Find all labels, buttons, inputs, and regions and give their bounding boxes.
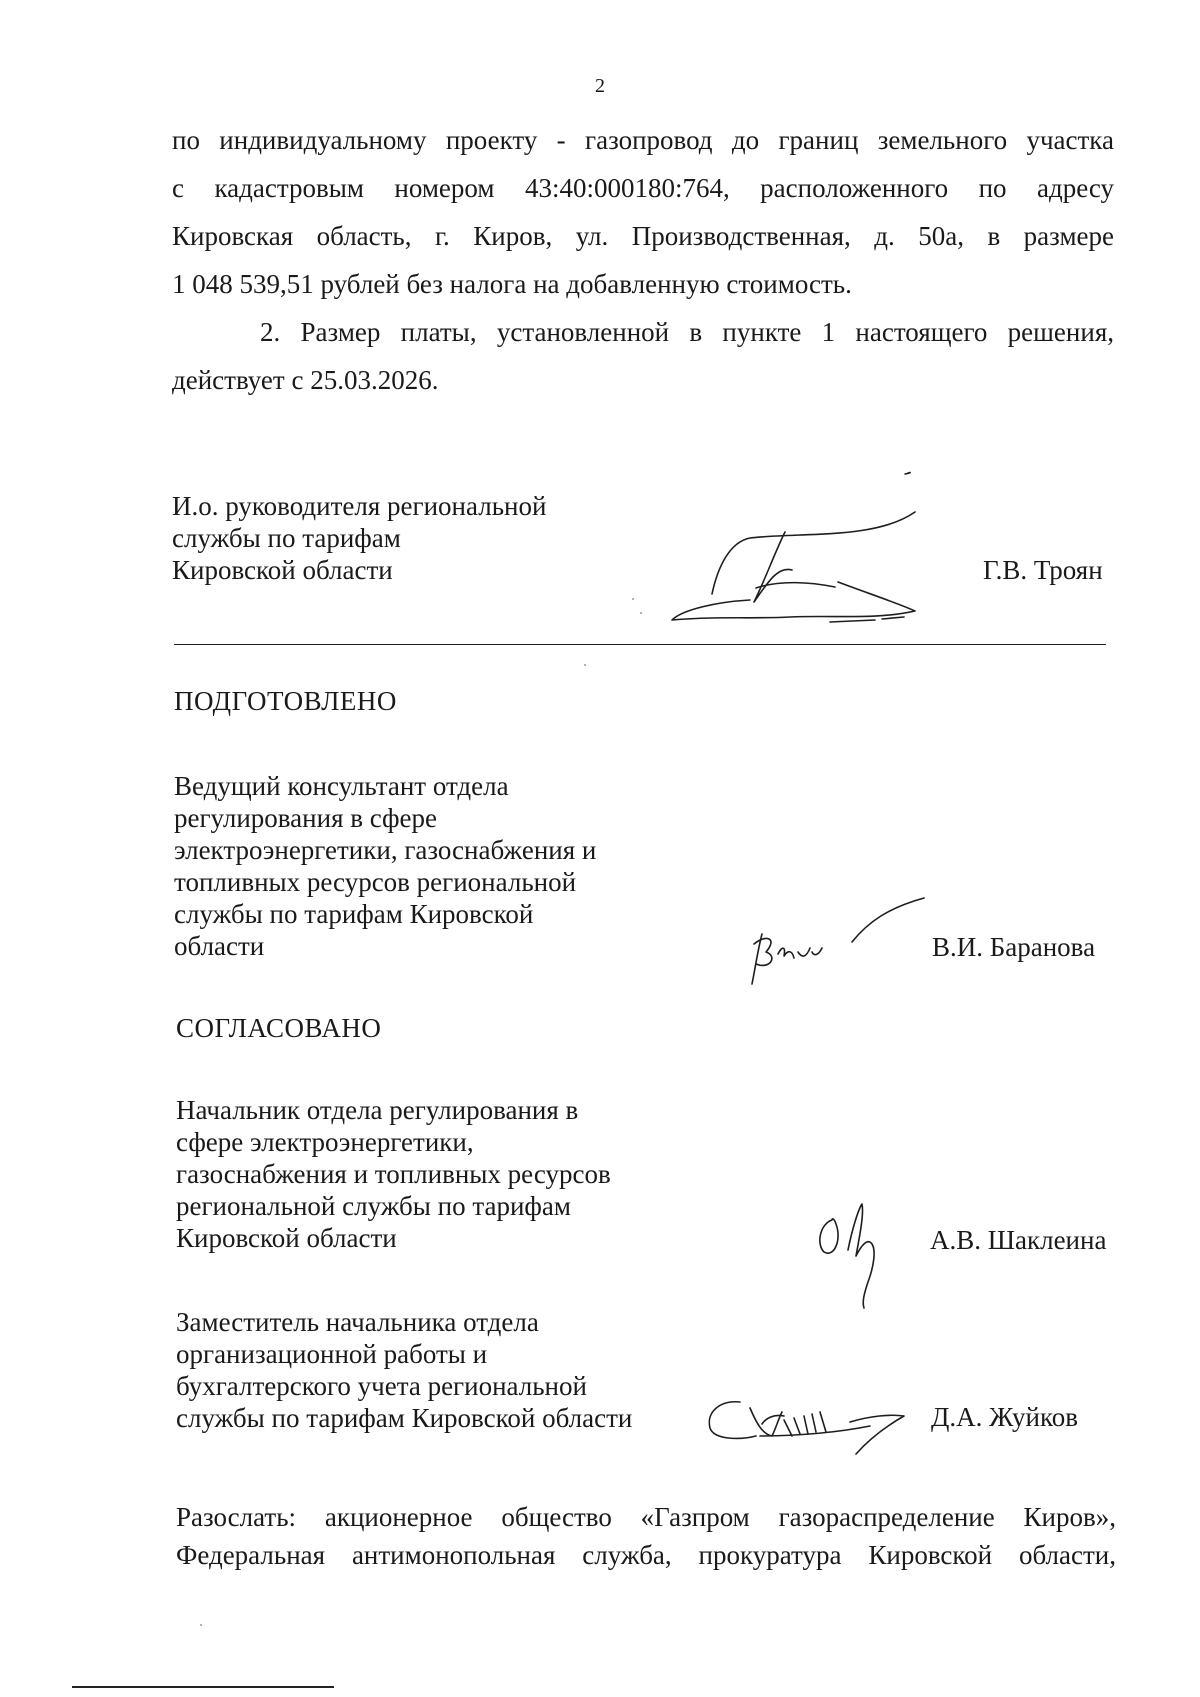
prepared-position <box>174 770 596 962</box>
scan-speck <box>632 598 634 600</box>
agreed-signatory-2-signature <box>700 1378 910 1458</box>
paragraph-1-line-2: с кадастровым номером 43:40:000180:764, расположенного по адресу <box>172 173 1114 203</box>
paragraph-2-line-2: действует с 25.03.2026. <box>172 365 439 395</box>
prepared-position-line: службы по тарифам Кировской <box>174 899 534 929</box>
head-signatory-name: Г.В. Троян <box>983 555 1103 585</box>
prepared-position-line: регулирования в сфере <box>174 803 438 833</box>
prepared-heading: ПОДГОТОВЛЕНО <box>174 686 397 716</box>
agreed-signatory-1-name: А.В. Шаклеина <box>930 1225 1107 1255</box>
scan-speck <box>200 1624 202 1626</box>
prepared-position-line: топливных ресурсов региональной <box>174 867 577 897</box>
paragraph-1-line-1: по индивидуальному проекту - газопровод до границ земельного участка <box>172 125 1114 155</box>
distribution-line-2: Федеральная антимонопольная служба, прокуратура Кировской области, <box>176 1540 1116 1570</box>
agreed-position-line: организационной работы и <box>176 1339 488 1369</box>
prepared-position-line: электроэнергетики, газоснабжения и <box>174 835 597 865</box>
scan-speck <box>584 664 586 666</box>
head-position-line: И.о. руководителя региональной <box>172 491 547 521</box>
paragraph-1 <box>172 116 1114 308</box>
separator-line <box>174 644 1106 645</box>
paragraph-2-line-1: 2. Размер платы, установленной в пункте 1 настоящего решения, <box>260 317 1114 347</box>
agreed-position-line: сфере электроэнергетики, <box>176 1127 474 1157</box>
agreed-position-line: службы по тарифам Кировской области <box>176 1403 633 1433</box>
scan-speck <box>640 612 642 614</box>
distribution-line-1: Разослать: акционерное общество «Газпром газораспределение Киров», <box>176 1502 1116 1532</box>
footer-line <box>72 1686 334 1688</box>
agreed-signatory-1-position <box>176 1094 611 1254</box>
head-position-line: Кировской области <box>172 555 393 585</box>
prepared-signature <box>748 894 928 994</box>
prepared-position-line: области <box>174 931 265 961</box>
agreed-heading: СОГЛАСОВАНО <box>176 1013 382 1043</box>
agreed-signatory-2-name: Д.А. Жуйков <box>931 1402 1078 1432</box>
prepared-position-line: Ведущий консультант отдела <box>174 771 509 801</box>
page-number: 2 <box>595 75 605 97</box>
paragraph-2 <box>172 308 1114 404</box>
paragraph-1-line-3: Кировская область, г. Киров, ул. Производственная, д. 50а, в размере <box>172 221 1114 251</box>
agreed-position-line: Начальник отдела регулирования в <box>176 1095 579 1125</box>
agreed-position-line: бухгалтерского учета региональной <box>176 1371 587 1401</box>
agreed-position-line: Кировской области <box>176 1223 397 1253</box>
agreed-position-line: региональной службы по тарифам <box>176 1191 571 1221</box>
agreed-signatory-1-signature <box>812 1200 912 1310</box>
head-position-line: службы по тарифам <box>172 523 401 553</box>
prepared-signatory-name: В.И. Баранова <box>932 932 1096 962</box>
head-signature <box>660 470 940 630</box>
agreed-position-line: Заместитель начальника отдела <box>176 1307 539 1337</box>
distribution-block <box>176 1498 1116 1574</box>
paragraph-1-line-4: 1 048 539,51 рублей без налога на добавленную стоимость. <box>172 269 852 299</box>
agreed-signatory-2-position <box>176 1306 632 1434</box>
head-signatory-position <box>172 490 546 586</box>
agreed-position-line: газоснабжения и топливных ресурсов <box>176 1159 611 1189</box>
